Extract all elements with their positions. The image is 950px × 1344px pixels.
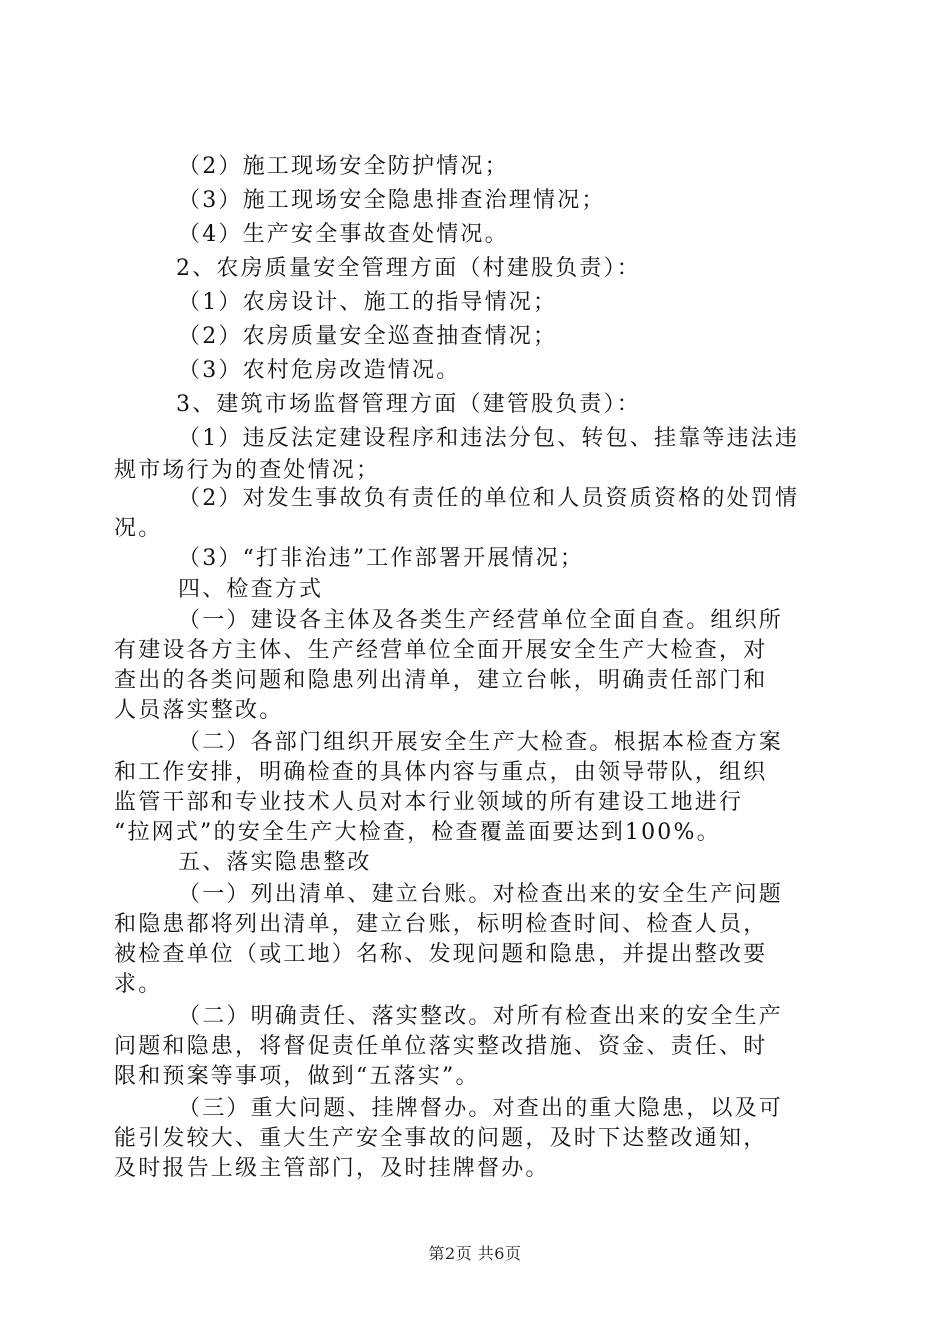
page-number-footer: 第2页 共6页 — [428, 1244, 522, 1263]
text-line: 能引发较大、重大生产安全事故的问题，及时下达整改通知， — [114, 1126, 768, 1151]
text-line: （1）农房设计、施工的指导情况； — [178, 290, 558, 315]
text-line: 3、建筑市场监督管理方面（建管股负责）： — [176, 392, 641, 417]
text-line: 及时报告上级主管部门，及时挂牌督办。 — [114, 1156, 550, 1181]
text-line: 问题和隐患，将督促责任单位落实整改措施、资金、责任、时 — [114, 1034, 768, 1059]
text-line: （1）违反法定建设程序和违法分包、转包、挂靠等违法违 — [178, 426, 800, 451]
text-line: （2）对发生事故负有责任的单位和人员资质资格的处罚情 — [178, 486, 800, 511]
text-line: 况。 — [114, 516, 163, 541]
section-heading: 五、落实隐患整改 — [178, 850, 372, 875]
text-line: 限和预案等事项，做到“五落实”。 — [114, 1064, 480, 1089]
text-line: （3）施工现场安全隐患排查治理情况； — [178, 188, 606, 213]
text-line: （3）农村危房改造情况。 — [178, 358, 461, 383]
text-line: （2）农房质量安全巡查抽查情况； — [178, 324, 558, 349]
text-line: 人员落实整改。 — [114, 698, 284, 723]
text-line: （2）施工现场安全防护情况； — [178, 154, 509, 179]
text-line: 和工作安排，明确检查的具体内容与重点，由领导带队，组织 — [114, 760, 768, 785]
text-line: 规市场行为的查处情况； — [114, 458, 381, 483]
text-line: 求。 — [114, 972, 163, 997]
text-line: （4）生产安全事故查处情况。 — [178, 222, 509, 247]
text-line: （3）“打非治违”工作部署开展情况； — [178, 546, 585, 571]
section-heading: 四、检查方式 — [178, 577, 324, 602]
text-line: （二）各部门组织开展安全生产大检查。根据本检查方案 — [178, 730, 784, 755]
text-line: 查出的各类问题和隐患列出清单，建立台帐，明确责任部门和 — [114, 668, 768, 693]
text-line: （三）重大问题、挂牌督办。对查出的重大隐患，以及可 — [178, 1096, 784, 1121]
text-line: 有建设各方主体、生产经营单位全面开展安全生产大检查，对 — [114, 638, 768, 663]
text-line: 2、农房质量安全管理方面（村建股负责）： — [176, 256, 641, 281]
text-line: 监管干部和专业技术人员对本行业领域的所有建设工地进行 — [114, 790, 744, 815]
text-line: （一）列出清单、建立台账。对检查出来的安全生产问题 — [178, 882, 784, 907]
text-line: “拉网式”的安全生产大检查，检查覆盖面要达到100%。 — [114, 820, 721, 845]
text-line: 和隐患都将列出清单，建立台账，标明检查时间、检查人员， — [114, 912, 768, 937]
text-line: （一）建设各主体及各类生产经营单位全面自查。组织所 — [178, 608, 784, 633]
text-line: 被检查单位（或工地）名称、发现问题和隐患，并提出整改要 — [114, 942, 768, 967]
text-line: （二）明确责任、落实整改。对所有检查出来的安全生产 — [178, 1004, 784, 1029]
